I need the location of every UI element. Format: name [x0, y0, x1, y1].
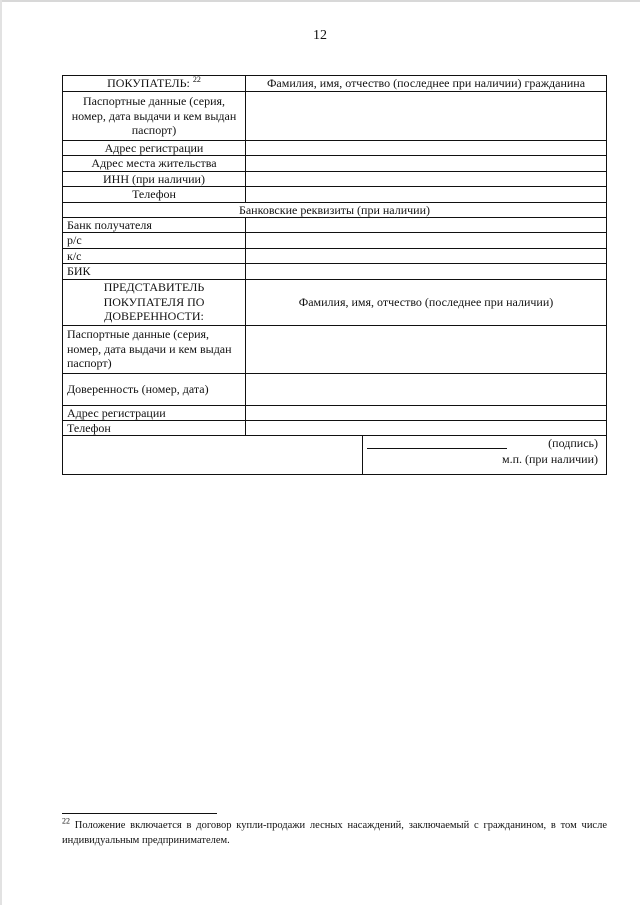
buyer-passport-label: Паспортные данные (серия, номер, дата выдачи и кем выдан паспорт) — [63, 92, 246, 141]
bank-account-row — [63, 233, 607, 248]
bank-corr-account-field[interactable] — [246, 248, 607, 263]
representative-proxy-label: Доверенность (номер, дата) — [63, 373, 246, 405]
representative-passport-field[interactable] — [246, 325, 607, 373]
bank-account-field[interactable] — [246, 233, 607, 248]
buyer-passport-row — [63, 92, 607, 141]
page-edge-top — [0, 0, 640, 2]
representative-registration-label: Адрес регистрации — [63, 405, 246, 420]
bank-bik-row — [63, 264, 607, 279]
page-edge-left — [0, 0, 2, 905]
signature-line[interactable] — [367, 448, 507, 449]
buyer-residence-field[interactable] — [246, 156, 607, 171]
buyer-inn-row — [63, 171, 607, 186]
buyer-header-text: ПОКУПАТЕЛЬ: — [107, 76, 190, 91]
buyer-phone-row — [63, 187, 607, 202]
buyer-residence-label: Адрес места жительства — [63, 156, 246, 171]
buyer-footnote-ref: 22 — [192, 75, 201, 85]
bank-account-label: р/с — [63, 233, 246, 248]
contract-requisites-table — [62, 75, 607, 475]
bank-name-label: Банк получателя — [63, 217, 246, 232]
bank-bik-label: БИК — [63, 264, 246, 279]
signature-cell — [63, 436, 607, 475]
buyer-header-label — [63, 76, 246, 92]
stamp-label: м.п. (при наличии) — [502, 452, 598, 467]
footnote-divider — [62, 813, 217, 814]
bank-bik-field[interactable] — [246, 264, 607, 279]
buyer-phone-field[interactable] — [246, 187, 607, 202]
bank-corr-account-row — [63, 248, 607, 263]
representative-phone-row — [63, 420, 607, 435]
footnote-number: 22 — [62, 816, 70, 826]
representative-proxy-field[interactable] — [246, 373, 607, 405]
buyer-header-value: Фамилия, имя, отчество (последнее при наличии) гражданина — [246, 76, 607, 92]
representative-header-label: ПРЕДСТАВИТЕЛЬ ПОКУПАТЕЛЯ ПО ДОВЕРЕННОСТИ: — [63, 279, 246, 325]
buyer-registration-field[interactable] — [246, 141, 607, 156]
buyer-registration-label: Адрес регистрации — [63, 141, 246, 156]
buyer-inn-label: ИНН (при наличии) — [63, 171, 246, 186]
buyer-inn-field[interactable] — [246, 171, 607, 186]
buyer-registration-row — [63, 141, 607, 156]
page-number: 12 — [313, 28, 327, 43]
footnote — [62, 818, 607, 848]
bank-corr-account-label: к/с — [63, 248, 246, 263]
representative-header-value: Фамилия, имя, отчество (последнее при наличии) — [246, 279, 607, 325]
signature-row — [63, 436, 607, 475]
buyer-residence-row — [63, 156, 607, 171]
bank-title-row — [63, 202, 607, 217]
signature-left-blank — [63, 436, 363, 474]
representative-phone-field[interactable] — [246, 420, 607, 435]
signature-right-cell — [363, 436, 607, 474]
representative-phone-label: Телефон — [63, 420, 246, 435]
footnote-text: Положение включается в договор купли-продажи лесных насаждений, заключаемый с гражданином, в том числе индивидуальным предпринимателем. — [62, 820, 607, 847]
representative-registration-field[interactable] — [246, 405, 607, 420]
representative-passport-row — [63, 325, 607, 373]
representative-registration-row — [63, 405, 607, 420]
bank-section-title: Банковские реквизиты (при наличии) — [63, 202, 607, 217]
signature-label: (подпись) — [548, 436, 598, 451]
buyer-phone-label: Телефон — [63, 187, 246, 202]
representative-proxy-row — [63, 373, 607, 405]
buyer-header-row — [63, 76, 607, 92]
representative-passport-label: Паспортные данные (серия, номер, дата выдачи и кем выдан паспорт) — [63, 325, 246, 373]
bank-name-row — [63, 217, 607, 232]
bank-name-field[interactable] — [246, 217, 607, 232]
representative-header-row — [63, 279, 607, 325]
buyer-passport-field[interactable] — [246, 92, 607, 141]
